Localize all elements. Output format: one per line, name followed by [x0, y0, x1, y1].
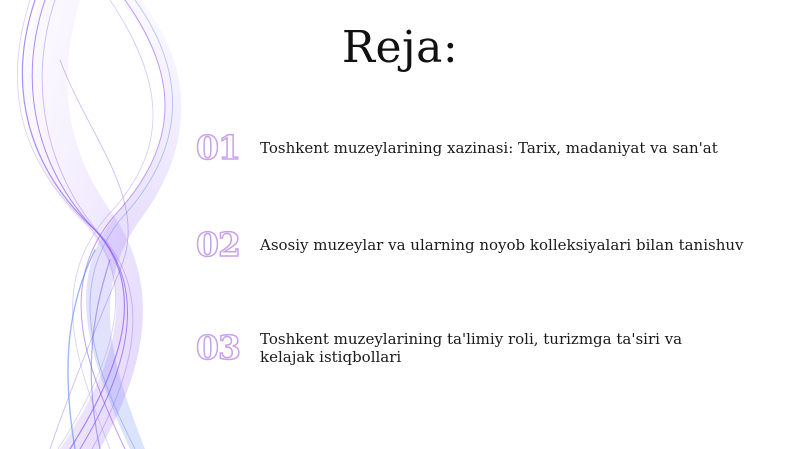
agenda-item [196, 328, 740, 367]
slide-title: Reja: [341, 22, 459, 73]
agenda-item [196, 225, 760, 264]
agenda-item-text: Asosiy muzeylar va ularning noyob kolleksiyalari bilan tanishuv [260, 235, 744, 254]
agenda-item-number: 01 [196, 128, 240, 167]
agenda-item-text: Toshkent muzeylarining ta'limiy roli, turizmga ta'siri va kelajak istiqbollari [260, 329, 683, 366]
agenda-item-text: Toshkent muzeylarining xazinasi: Tarix, madaniyat va san'at [260, 138, 718, 157]
agenda-item [196, 128, 760, 167]
agenda-item-number: 03 [196, 328, 240, 367]
agenda-item-number: 02 [196, 225, 240, 264]
